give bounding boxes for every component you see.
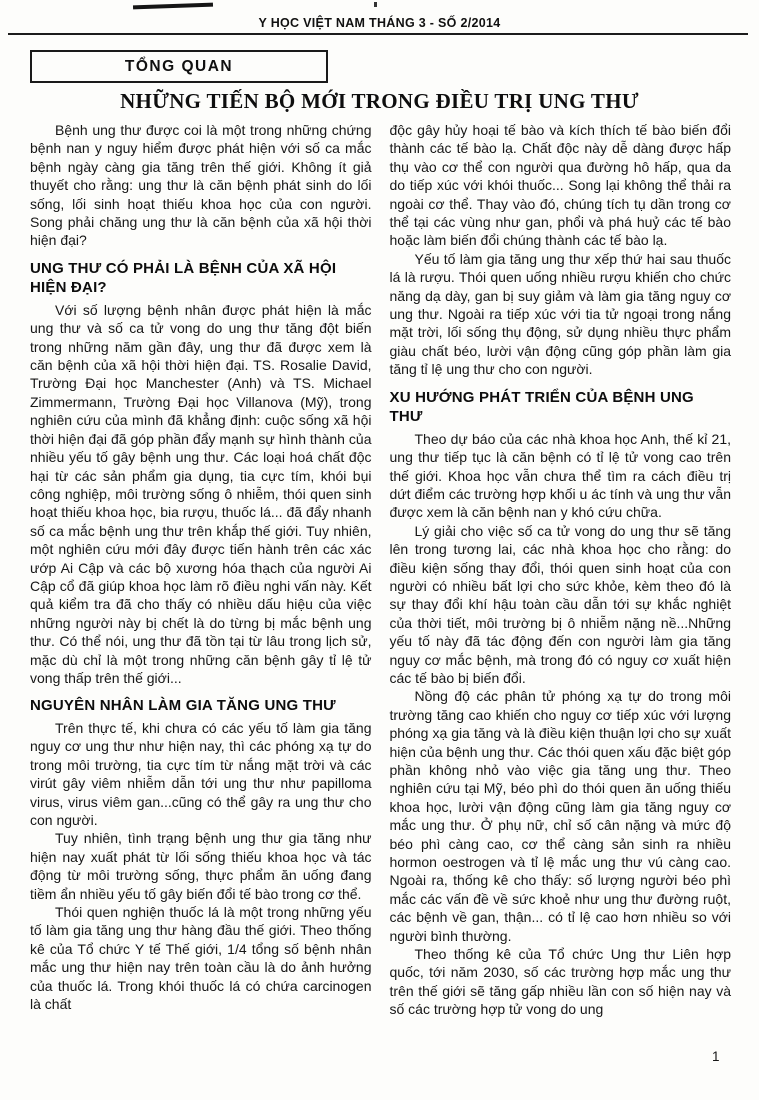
paragraph: Trên thực tế, khi chưa có các yếu tố làm gia tăng nguy cơ ung thư như hiện nay, thì các phóng xạ tự do trong môi trường, tia cực tím từ nắng mặt trời và các virút gây viêm nhiễm dẫn tới ung thư như papilloma virus, virus viêm gan...cũng có thể gây ra ung thư cho con người. — [30, 719, 372, 828]
article-title: NHỮNG TIẾN BỘ MỚI TRONG ĐIỀU TRỊ UNG THƯ — [120, 89, 639, 113]
page-number: 1 — [712, 1049, 720, 1064]
paragraph: Theo thống kê của Tổ chức Ung thư Liên hợp quốc, tới năm 2030, số các trường hợp mắc ung thư trên thế giới sẽ tăng gấp nhiều lần con số hiện nay và số các trường hợp tử vong do ung — [389, 946, 731, 1018]
paragraph: độc gây hủy hoại tế bào và kích thích tế bào biến đổi thành các tế bào lạ. Chất độc này dễ dàng được hấp thụ vào cơ thể con người qua đường hô hấp, qua da do tiếp xúc với khói thuốc... Song lại không thể thải ra ngoài cơ thể. Thay vào đó, chúng tích tụ dần trong cơ thể tại các vùng như gan, phổi và phá huỷ các tế bào hoặc làm biến đổi chúng thành các tế bào lạ. — [389, 122, 731, 249]
scan-artifact-dot — [374, 2, 377, 7]
paragraph: Nồng độ các phân tử phóng xạ tự do trong môi trường tăng cao khiến cho nguy cơ tiếp xúc với lượng phóng xạ gia tăng và là điều kiện thuận lợi cho sự xuất hiện của bệnh ung thư. Các thói quen xấu đặc biệt góp phần không nhỏ vào việc gia tăng ung thư. Theo nghiên cứu tại Mỹ, béo phì do thói quen ăn uống thiếu khoa học, lười vận động cũng làm gia tăng nguy cơ mắc ung thư. Ở phụ nữ, chỉ số cân nặng và mức độ béo phì càng cao, cơ thể càng sản sinh ra nhiều hormon oestrogen và tỉ lệ mắc ung thư vú càng cao. Ngoài ra, thống kê cho thấy: số lượng người béo phì mắc các vấn đề về sức khoẻ như ung thư đường ruột, các bệnh về gan, thận... có tỉ lệ cao hơn nhiều so với người bình thường. — [389, 688, 731, 944]
paragraph: Tuy nhiên, tình trạng bệnh ung thư gia tăng như hiện nay xuất phát từ lối sống thiếu khoa học và tác động từ môi trường sống, thực phẩm ăn uống đang tiềm ẩn nhiều yếu tố gây biến đổi tế bào trong cơ thể. — [30, 830, 372, 902]
section-heading: UNG THƯ CÓ PHẢI LÀ BỆNH CỦA XÃ HỘI HIỆN ĐẠI? — [30, 259, 337, 297]
paragraph: Lý giải cho việc số ca tử vong do ung thư sẽ tăng lên trong tương lai, các nhà khoa học cho rằng: do điều kiện sống thay đổi, thói quen sinh hoạt của con người có nhiều bất lợi cho sức khỏe, kèm theo đó là sự thay đổi khí hậu toàn cầu dẫn tới sự khắc nghiệt của thời tiết, môi trường bị ô nhiễm nặng nề...Những yếu tố này đã tác động đến con người làm gia tăng nguy cơ mắc bệnh, mà trong đó có nguy cơ xuất hiện các tế bào bị biến đổi. — [389, 522, 731, 686]
left-column — [30, 121, 372, 1019]
section-heading: XU HƯỚNG PHÁT TRIỂN CỦA BỆNH UNG THƯ — [389, 388, 694, 426]
section-box — [30, 50, 328, 83]
right-column — [390, 121, 732, 1019]
paragraph: Bệnh ung thư được coi là một trong những chứng bệnh nan y nguy hiểm được phát hiện với số ca mắc bệnh ngày càng gia tăng trên thế giới. Không ít giả thuyết cho rằng: ung thư là căn bệnh phát sinh do lối sống, lối sinh hoạt thiếu khoa học của con người. Song phải chăng ung thư là căn bệnh của xã hội thời hiện đại? — [30, 122, 372, 249]
paragraph: Thói quen nghiện thuốc lá là một trong những yếu tố làm gia tăng ung thư hàng đầu thế giới. Theo thống kê của Tổ chức Y tế Thế giới, 1/4 tổng số bệnh nhân mắc ung thư hiện nay trên toàn cầu là do ảnh hưởng của thuốc lá. Trong khói thuốc lá có chứa carcinogen là chất — [30, 903, 372, 1012]
scan-artifact — [133, 3, 213, 10]
paragraph: Yếu tố làm gia tăng ung thư xếp thứ hai sau thuốc lá là rượu. Thói quen uống nhiều rượu khiến cho chức năng dạ dày, gan bị suy giảm và làm gia tăng nguy cơ ung thư. Ngoài ra tiếp xúc với tia tử ngoại trong nắng mặt trời, lối sống thụ động, sử dụng nhiều thực phẩm giàu chất béo, lười vận động cũng góp phần làm gia tăng tỉ lệ ung thư cho con người. — [389, 250, 731, 378]
section-heading: NGUYÊN NHÂN LÀM GIA TĂNG UNG THƯ — [30, 697, 336, 715]
paragraph: Với số lượng bệnh nhân được phát hiện là mắc ung thư và số ca tử vong do ung thư tăng đột biến trong những năm gần đây, ung thư đã được xem là căn bệnh của xã hội thời hiện đại. TS. Rosalie David, Trường Đại học Manchester (Anh) và TS. Michael Zimmermann, Trường Đại học Villanova (Mỹ), trong nghiên cứu của mình đã khẳng định: cuộc sống xã hội thời hiện đại đã góp phần đẩy mạnh sự hình thành của nhiều yếu tố gây bệnh ung thư. Các loại hoá chất độc hại từ các sản phẩm gia dụng, tia cực tím, khói bụi công nghiệp, môi trường sống ô nhiễm, thói quen sinh hoạt thiếu khoa học, bia rượu, thuốc lá... đã đẩy nhanh số ca mắc bệnh ung thư trên khắp thế giới. Tuy nhiên, một nghiên cứu mới đây được tiến hành trên các xác ướp Ai Cập và các bộ xương hóa thạch của người Ai Cập cổ đã giúp khoa học làm rõ điều nghi vấn này. Kết quả kiểm tra đã cho thấy có nhiều dấu hiệu của việc những người này bị chết là do từng bị mắc bệnh ung thư. Có thể nói, ung thư đã tồn tại từ lâu trong lịch sử, mặc dù chỉ là một trong những căn bệnh gây tỉ lệ tử vong thấp trên thế giới... — [30, 301, 372, 686]
paragraph: Theo dự báo của các nhà khoa học Anh, thế kỉ 21, ung thư tiếp tục là căn bệnh có tỉ lệ tử vong cao trên thế giới. Khoa học vẫn chưa thể tìm ra cách điều trị dứt điểm các trường hợp khối u ác tính và ung thư vẫn được xem là căn bệnh nan y khó cứu chữa. — [389, 430, 731, 521]
journal-header: Y HỌC VIỆT NAM THÁNG 3 - SỐ 2/2014 — [258, 16, 501, 30]
section-box-label: TỔNG QUAN — [124, 57, 234, 75]
header-rule — [8, 33, 748, 35]
article-body — [30, 121, 731, 1019]
